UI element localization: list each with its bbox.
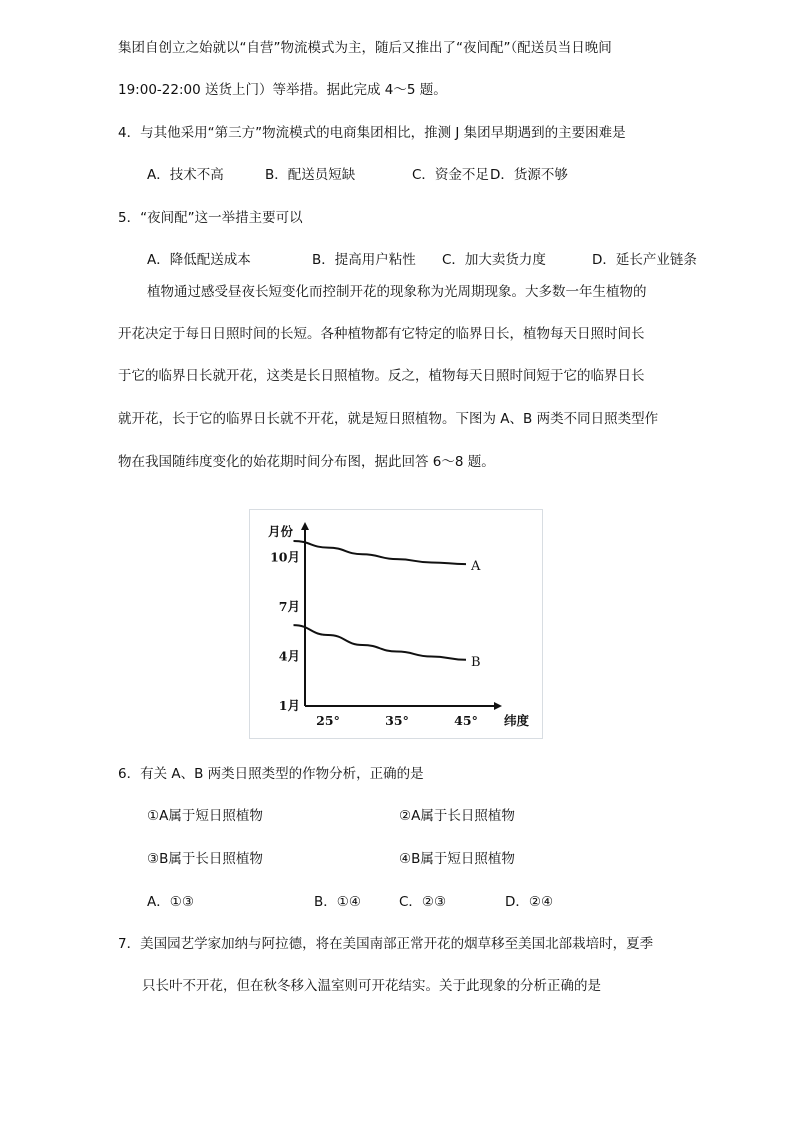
q5-option-c: C．加大卖货力度 <box>442 252 546 268</box>
x-tick-label: 35° <box>385 713 409 728</box>
y-axis-label: 月份 <box>268 524 294 539</box>
q6-option-c: C．②③ <box>399 894 447 910</box>
series-label-a: A <box>471 559 481 575</box>
series-line-b <box>294 625 467 660</box>
question-7-stem-line-2: 只长叶不开花，但在秋冬移入温室则可开花结实。关于此现象的分析正确的是 <box>142 978 601 994</box>
series-label-b: B <box>471 654 481 670</box>
y-tick-label: 7月 <box>278 599 300 614</box>
q6-statement-4: ④B属于短日照植物 <box>399 851 515 867</box>
intro-line-2: 19:00-22:00 送货上门）等举措。据此完成 4～5 题。 <box>118 82 447 98</box>
x-tick-label: 25° <box>316 713 340 728</box>
chart-svg <box>250 510 542 738</box>
question-6-stem: 6．有关 A、B 两类日照类型的作物分析，正确的是 <box>118 766 424 782</box>
x-axis-label: 纬度 <box>504 713 530 728</box>
q6-option-a: A．①③ <box>147 894 194 910</box>
y-tick-label: 10月 <box>270 549 300 565</box>
intro-line-1: 集团自创立之始就以“自营”物流模式为主，随后又推出了“夜间配”（配送员当日晚间 <box>118 40 612 56</box>
passage-line-5: 物在我国随纬度变化的始花期时间分布图，据此回答 6～8 题。 <box>118 454 495 470</box>
y-tick-label: 1月 <box>278 698 300 713</box>
q4-option-d: D．货源不够 <box>490 167 568 183</box>
passage-line-4: 就开花，长于它的临界日长就不开花，就是短日照植物。下图为 A、B 两类不同日照类型作 <box>118 411 659 427</box>
x-tick-label: 45° <box>454 713 478 728</box>
question-4-stem: 4．与其他采用“第三方”物流模式的电商集团相比，推测 J 集团早期遇到的主要困难是 <box>118 125 626 141</box>
passage-line-3: 于它的临界日长就开花，这类是长日照植物。反之，植物每天日照时间短于它的临界日长 <box>118 368 645 384</box>
q5-option-b: B．提高用户粘性 <box>312 252 416 268</box>
y-tick-label: 4月 <box>278 648 300 664</box>
q4-option-a: A．技术不高 <box>147 167 224 183</box>
q6-statement-3: ③B属于长日照植物 <box>147 851 263 867</box>
q6-statement-2: ②A属于长日照植物 <box>399 808 515 824</box>
passage-line-2: 开花决定于每日日照时间的长短。各种植物都有它特定的临界日长，植物每天日照时间长 <box>118 326 645 342</box>
q6-option-d: D．②④ <box>505 894 554 910</box>
passage-line-1: 植物通过感受昼夜长短变化而控制开花的现象称为光周期现象。大多数一年生植物的 <box>147 284 647 300</box>
q5-option-a: A．降低配送成本 <box>147 252 251 268</box>
q6-option-b: B．①④ <box>314 894 361 910</box>
question-7-stem-line-1: 7．美国园艺学家加纳与阿拉德，将在美国南部正常开花的烟草移至美国北部栽培时，夏季 <box>118 936 654 952</box>
series-line-a <box>294 541 467 564</box>
flowering-chart <box>249 509 543 739</box>
question-5-stem: 5．“夜间配”这一举措主要可以 <box>118 210 303 226</box>
q4-option-c: C．资金不足 <box>412 167 489 183</box>
q4-option-b: B．配送员短缺 <box>265 167 356 183</box>
q5-option-d: D．延长产业链条 <box>592 252 697 268</box>
q6-statement-1: ①A属于短日照植物 <box>147 808 263 824</box>
